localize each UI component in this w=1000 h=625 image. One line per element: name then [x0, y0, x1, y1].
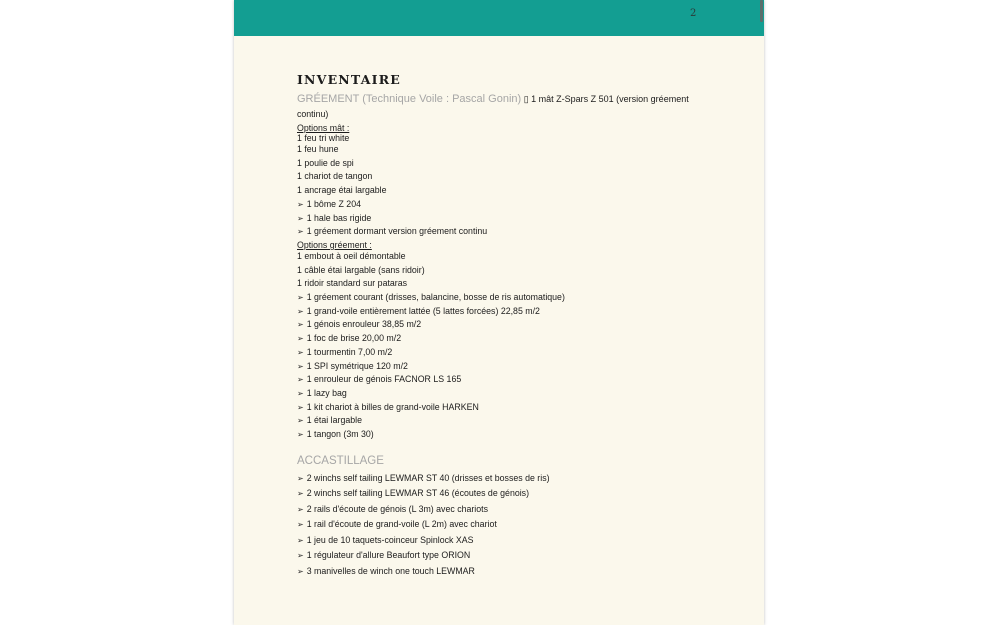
list-item-text: 1 jeu de 10 taquets-coinceur Spinlock XAS	[306, 534, 474, 545]
list-item-text: 1 ridoir standard sur pataras	[297, 278, 408, 289]
rigging-options-list	[297, 250, 697, 442]
scrollbar-thumb[interactable]	[760, 0, 763, 22]
list-item-text: 1 poulie de spi	[297, 157, 354, 168]
page-content	[297, 72, 697, 579]
arrow-bullet-icon: ➢	[297, 306, 304, 316]
list-item	[297, 212, 697, 226]
list-item	[297, 387, 697, 401]
mast-options-list	[297, 133, 697, 239]
list-item-text: 3 manivelles de winch one touch LEWMAR	[306, 565, 475, 576]
list-item	[297, 225, 697, 239]
arrow-bullet-icon: ➢	[297, 535, 304, 545]
page-header-band	[234, 0, 764, 36]
list-item-text: 1 bôme Z 204	[306, 198, 361, 209]
list-item	[297, 184, 697, 198]
list-item	[297, 318, 697, 332]
list-item	[297, 198, 697, 212]
rigging-heading-label: GRÉEMENT (Technique Voile : Pascal Gonin)	[297, 93, 522, 105]
list-item-text: 1 SPI symétrique 120 m/2	[306, 360, 408, 371]
list-item	[297, 133, 697, 143]
list-item-text: 1 grand-voile entièrement lattée (5 lattes forcées) 22,85 m/2	[306, 305, 540, 316]
list-item	[297, 157, 697, 171]
list-item-text: 1 lazy bag	[306, 387, 347, 398]
list-item-text: 1 ancrage étai largable	[297, 185, 387, 196]
arrow-bullet-icon: ➢	[297, 551, 304, 561]
list-item-text: 1 câble étai largable (sans ridoir)	[297, 264, 425, 275]
list-item	[297, 264, 697, 278]
rigging-heading	[297, 92, 697, 107]
list-item	[297, 170, 697, 184]
list-item-text: 1 étai largable	[306, 415, 362, 426]
list-item	[297, 332, 697, 346]
arrow-bullet-icon: ➢	[297, 199, 304, 209]
rigging-intro: ▯ 1 mât Z-Spars Z 501 (version gréement	[521, 94, 689, 104]
list-item	[297, 414, 697, 428]
arrow-bullet-icon: ➢	[297, 361, 304, 371]
list-item-text: 1 gréement dormant version gréement continu	[306, 226, 488, 237]
list-item	[297, 548, 697, 564]
list-item-text: 1 régulateur d'allure Beaufort type ORION	[306, 550, 471, 561]
deck-hardware-list	[297, 471, 697, 580]
list-item	[297, 401, 697, 415]
arrow-bullet-icon: ➢	[297, 213, 304, 223]
arrow-bullet-icon: ➢	[297, 430, 304, 440]
list-item-text: 2 winchs self tailing LEWMAR ST 40 (drisses et bosses de ris)	[306, 472, 550, 483]
list-item-text: 2 rails d'écoute de génois (L 3m) avec chariots	[306, 503, 488, 514]
list-item	[297, 305, 697, 319]
arrow-bullet-icon: ➢	[297, 520, 304, 530]
arrow-bullet-icon: ➢	[297, 347, 304, 357]
list-item	[297, 428, 697, 442]
document-page	[234, 0, 764, 625]
list-item	[297, 360, 697, 374]
list-item-text: 1 chariot de tangon	[297, 171, 373, 182]
list-item-text: 1 feu tri white	[297, 133, 350, 143]
page-number: 2	[690, 8, 697, 19]
list-item-text: 1 hale bas rigide	[306, 212, 372, 223]
list-item-text: 1 tangon (3m 30)	[306, 429, 374, 440]
arrow-bullet-icon: ➢	[297, 473, 304, 483]
list-item	[297, 486, 697, 502]
list-item	[297, 346, 697, 360]
list-item-text: 1 feu hune	[297, 144, 339, 154]
arrow-bullet-icon: ➢	[297, 227, 304, 237]
list-item-text: 1 génois enrouleur 38,85 m/2	[306, 319, 422, 330]
rigging-intro-continued: continu)	[297, 109, 329, 119]
list-item	[297, 291, 697, 305]
list-item-text: 1 rail d'écoute de grand-voile (L 2m) avec chariot	[306, 519, 497, 530]
arrow-bullet-icon: ➢	[297, 320, 304, 330]
arrow-bullet-icon: ➢	[297, 402, 304, 412]
list-item-text: 1 tourmentin 7,00 m/2	[306, 346, 393, 357]
list-item-text: 1 gréement courant (drisses, balancine, bosse de ris automatique)	[306, 292, 565, 303]
arrow-bullet-icon: ➢	[297, 416, 304, 426]
list-item	[297, 471, 697, 487]
list-item-text: 1 enrouleur de génois FACNOR LS 165	[306, 374, 462, 385]
list-item-text: 1 foc de brise 20,00 m/2	[306, 333, 402, 344]
list-item	[297, 373, 697, 387]
list-item	[297, 277, 697, 291]
list-item-text: 1 embout à oeil démontable	[297, 250, 406, 261]
list-item-text: 1 kit chariot à billes de grand-voile HARKEN	[306, 401, 479, 412]
arrow-bullet-icon: ➢	[297, 375, 304, 385]
arrow-bullet-icon: ➢	[297, 489, 304, 499]
mast-options-label: Options mât :	[297, 123, 350, 133]
list-item	[297, 143, 697, 157]
rigging-options-label: Options gréement :	[297, 239, 372, 250]
list-item	[297, 250, 697, 264]
list-item-text: 2 winchs self tailing LEWMAR ST 46 (écoutes de génois)	[306, 488, 530, 499]
arrow-bullet-icon: ➢	[297, 504, 304, 514]
list-item	[297, 564, 697, 580]
arrow-bullet-icon: ➢	[297, 566, 304, 576]
deck-hardware-heading: ACCASTILLAGE	[297, 454, 384, 467]
list-item	[297, 502, 697, 518]
document-title: INVENTAIRE	[297, 72, 402, 87]
arrow-bullet-icon: ➢	[297, 334, 304, 344]
arrow-bullet-icon: ➢	[297, 388, 304, 398]
list-item	[297, 517, 697, 533]
arrow-bullet-icon: ➢	[297, 293, 304, 303]
list-item	[297, 533, 697, 549]
